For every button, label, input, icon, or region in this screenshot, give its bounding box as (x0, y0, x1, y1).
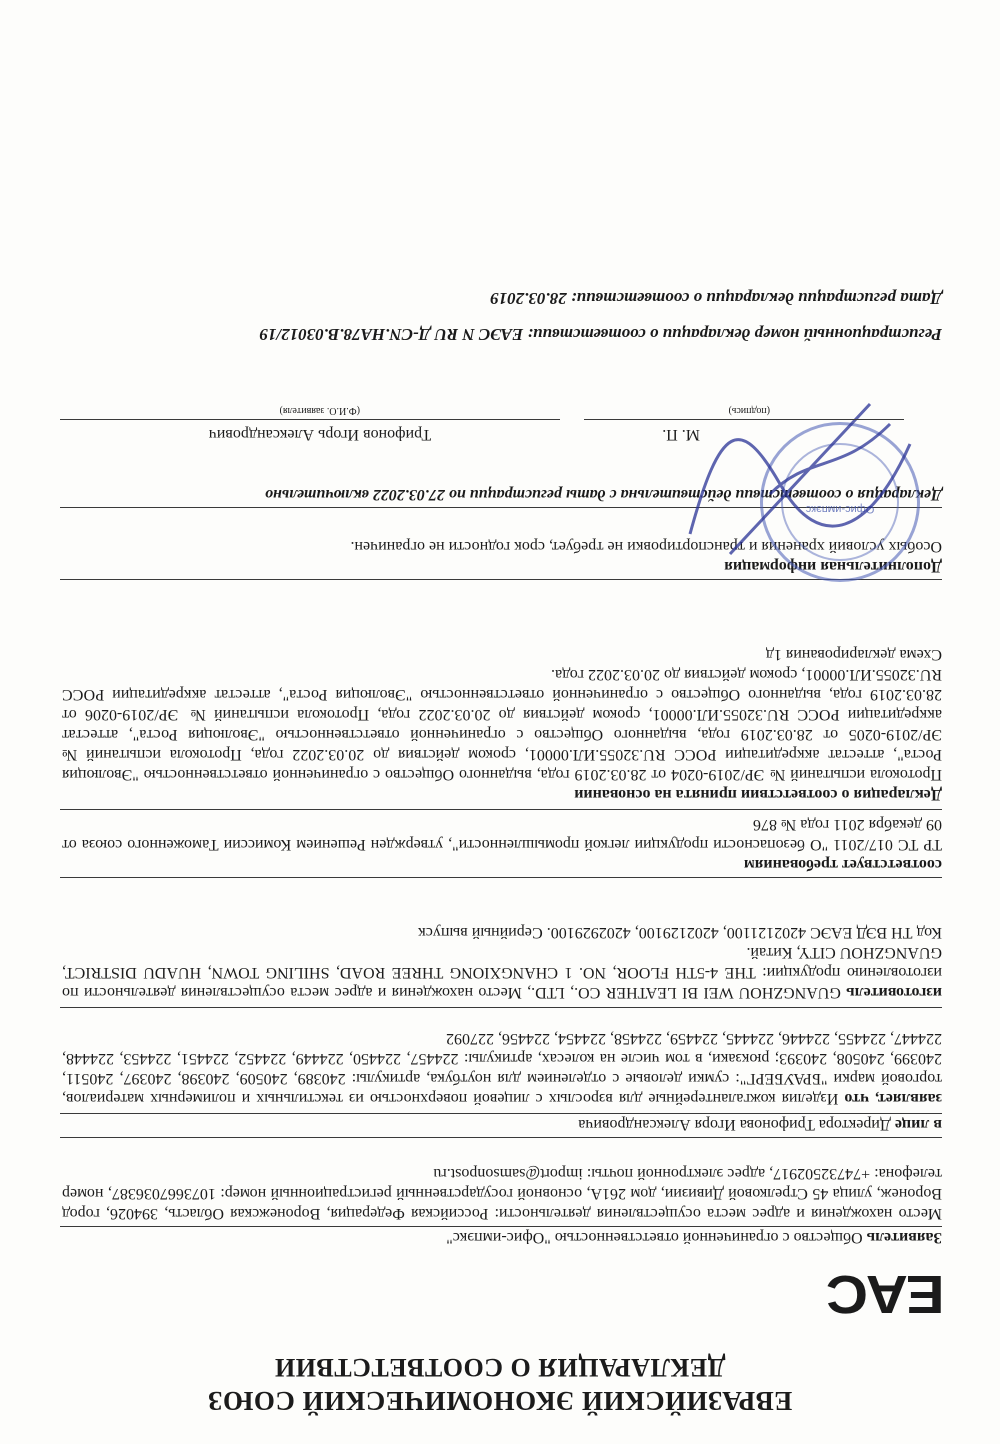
registration-number (260, 324, 942, 344)
signature-caption: (подпись) (728, 405, 770, 416)
conforms-text: ТР ТС 017/2011 "О безопасности продукции легкой промышленности", утвержден Решением Комиссии Таможенного союза от 09 декабря 2011 года № 876 (62, 816, 942, 853)
manufacturer-block (62, 922, 942, 1002)
signature-line (584, 419, 904, 420)
applicant-address: Место нахождения и адрес места осуществления деятельности: Российская Федерация, Воронежская Область, 394026, город Воронеж, улица 45 Стрелковой Дивизии, дом 261А, основной государственный регистрационный номер: 1073667036387, номер телефона: +74732502917, адрес электронной почты: import@samsonpost.ru (62, 1165, 942, 1222)
applicant-label: Заявитель (866, 1229, 942, 1246)
basis-block (62, 644, 942, 804)
declares-label: заявляет, что (844, 1090, 942, 1107)
stamp-text: Офис-импэкс (805, 503, 875, 515)
manufacturer-text: GUANGZHOU WEI BI LEATHER CO., LTD., Место нахождения и адрес места осуществления деятельности по изготовлению продукции: THE 4-5TH FLOOR, NO. 1 CHANGXIONG THREE ROAD, SHILING TOWN, HUADU DISTRICT, GUANGZHOU CITY, Китай. (62, 944, 942, 1001)
additional-text: Особых условий хранения и транспортировки не требует, срок годности не ограничен. (350, 538, 942, 555)
person-name: Директора Трифонова Игоря Александровича (578, 1116, 891, 1133)
divider (60, 809, 942, 810)
eac-logo: EAC (827, 1264, 945, 1324)
declares-block (62, 1028, 942, 1108)
conforms-label: соответствует требованиям (743, 856, 942, 873)
registration-number-value: ЕАЭС N RU Д-CN.НА78.В.03012/19 (259, 325, 524, 344)
basis-text: Протокола испытаний № ЭР/2019-0204 от 28.03.2019 года, выданного Общество с ограниченной ответственностью "Эволюция Роста", аттестат аккредитации РОСС RU.32055.ИЛ.00001, сроком действия до 20.03.2022 года, Протокола испытаний № ЭР/2019-0205 от 28.03.2019 года, выданного Общество с ограниченной ответственностью "Эволюция Роста", аттестат аккредитации РОСС RU.32055.ИЛ.00001, сроком действия до 20.03.2022 года, Протокола испытаний № ЭР/2019-0206 от 28.03.2019 года, выданного Общество с ограниченной ответственностью "Эволюция Роста", аттестат аккредитации РОСС RU.32055.ИЛ.00001, сроком действия до 20.03.2022 года. (62, 666, 942, 783)
union-title: ЕВРАЗИЙСКИЙ ЭКОНОМИЧЕСКИЙ СОЮЗ (207, 1386, 793, 1416)
declaration-scheme: Схема декларирования 1д (765, 646, 942, 663)
registration-number-label: Регистрационный номер декларации о соответствии: (527, 325, 942, 344)
signer-name: Трифонов Игорь Александрович (208, 426, 432, 443)
applicant-name: Общество с ограниченной ответственностью "Офис-импэкс" (446, 1229, 863, 1246)
document-header (0, 1350, 1000, 1418)
additional-label: Дополнительная информация (724, 558, 942, 575)
name-line (60, 419, 560, 420)
divider (60, 1137, 942, 1138)
conforms-block (62, 814, 942, 874)
validity-statement: Декларация о соответствии действительна с даты регистрации по 27.03.2022 включительно (264, 486, 942, 503)
registration-date-label: Дата регистрации декларации о соответствии: (571, 289, 942, 308)
declaration-title: ДЕКЛАРАЦИЯ О СООТВЕТСТВИИ (274, 1353, 726, 1382)
divider (60, 1007, 942, 1008)
divider (60, 1113, 942, 1114)
applicant-person (62, 1114, 942, 1134)
registration-date (490, 288, 942, 308)
registration-date-value: 28.03.2019 (490, 289, 567, 308)
divider (60, 1226, 942, 1227)
manufacturer-label: изготовитель (846, 984, 942, 1001)
tn-ved-code: Код ТН ВЭД ЕАЭС 4202121100, 4202129100, 4202929100. Серийный выпуск (418, 924, 942, 941)
basis-label: Декларация о соответствии принята на основании (574, 786, 942, 803)
divider (60, 877, 942, 878)
applicant-block (62, 1227, 942, 1247)
declares-text: Изделия кожгалантерейные для взрослых с лицевой поверхностью из текстильных и полимерных материалов, торговой марки "БРАУБЕРГ": сумки деловые с отделением для ноутбука, артикулы: 240389, 240509, 240398, 240397, 240511, 240399, 240508, 240393; рюкзаки, в том числе на колесах, артикулы: 224457, 224450, 224449, 224452, 224451, 224453, 224448, 224447, 224455, 224446, 224445, 224459, 224458, 224454, 224456, 227092 (61, 1030, 942, 1107)
person-label: в лице (894, 1116, 942, 1133)
handwritten-signature (670, 374, 930, 594)
mp-mark: М. П. (662, 426, 700, 443)
name-caption: (Ф.И.О. заявителя) (279, 405, 360, 416)
